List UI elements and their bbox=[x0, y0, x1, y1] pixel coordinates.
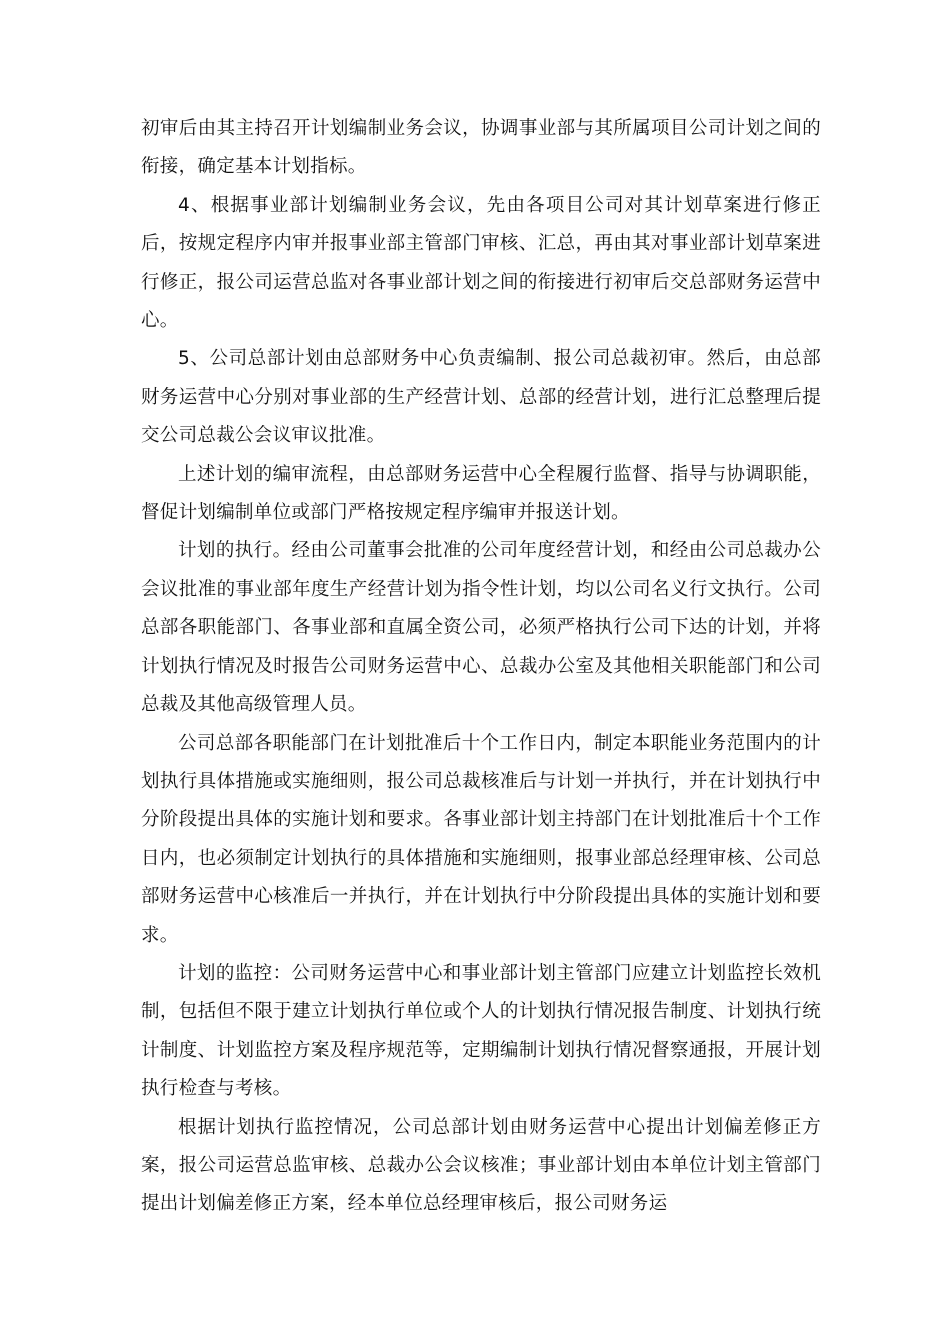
paragraph-8: 根据计划执行监控情况，公司总部计划由财务运营中心提出计划偏差修正方案，报公司运营总监审核、总裁办公会议核准；事业部计划由本单位计划主管部门提出计划偏差修正方案，经本单位总经理审核后，报公司财务运 bbox=[141, 1116, 821, 1215]
document-body bbox=[141, 110, 821, 1224]
paragraph-6: 公司总部各职能部门在计划批准后十个工作日内，制定本职能业务范围内的计划执行具体措施或实施细则，报公司总裁核准后与计划一并执行，并在计划执行中分阶段提出具体的实施计划和要求。各事业部计划主持部门在计划批准后十个工作日内，也必须制定计划执行的具体措施和实施细则，报事业部总经理审核、公司总部财务运营中心核准后一并执行，并在计划执行中分阶段提出具体的实施计划和要求。 bbox=[141, 732, 821, 946]
paragraph-2: 4、根据事业部计划编制业务会议，先由各项目公司对其计划草案进行修正后，按规定程序内审并报事业部主管部门审核、汇总，再由其对事业部计划草案进行修正，报公司运营总监对各事业部计划之间的衔接进行初审后交总部财务运营中心。 bbox=[141, 194, 821, 332]
paragraph-3: 5、公司总部计划由总部财务中心负责编制、报公司总裁初审。然后，由总部财务运营中心分别对事业部的生产经营计划、总部的经营计划，进行汇总整理后提交公司总裁公会议审议批准。 bbox=[141, 348, 821, 447]
paragraph-5: 计划的执行。经由公司董事会批准的公司年度经营计划，和经由公司总裁办公会议批准的事业部年度生产经营计划为指令性计划，均以公司名义行文执行。公司总部各职能部门、各事业部和直属全资公司，必须严格执行公司下达的计划，并将计划执行情况及时报告公司财务运营中心、总裁办公室及其他相关职能部门和公司总裁及其他高级管理人员。 bbox=[141, 540, 821, 716]
paragraph-4: 上述计划的编审流程，由总部财务运营中心全程履行监督、指导与协调职能，督促计划编制单位或部门严格按规定程序编审并报送计划。 bbox=[141, 463, 821, 524]
paragraph-1: 初审后由其主持召开计划编制业务会议，协调事业部与其所属项目公司计划之间的衔接，确定基本计划指标。 bbox=[141, 118, 821, 178]
paragraph-7: 计划的监控：公司财务运营中心和事业部计划主管部门应建立计划监控长效机制，包括但不限于建立计划执行单位或个人的计划执行情况报告制度、计划执行统计制度、计划监控方案及程序规范等，定期编制计划执行情况督察通报，开展计划执行检查与考核。 bbox=[141, 962, 821, 1100]
